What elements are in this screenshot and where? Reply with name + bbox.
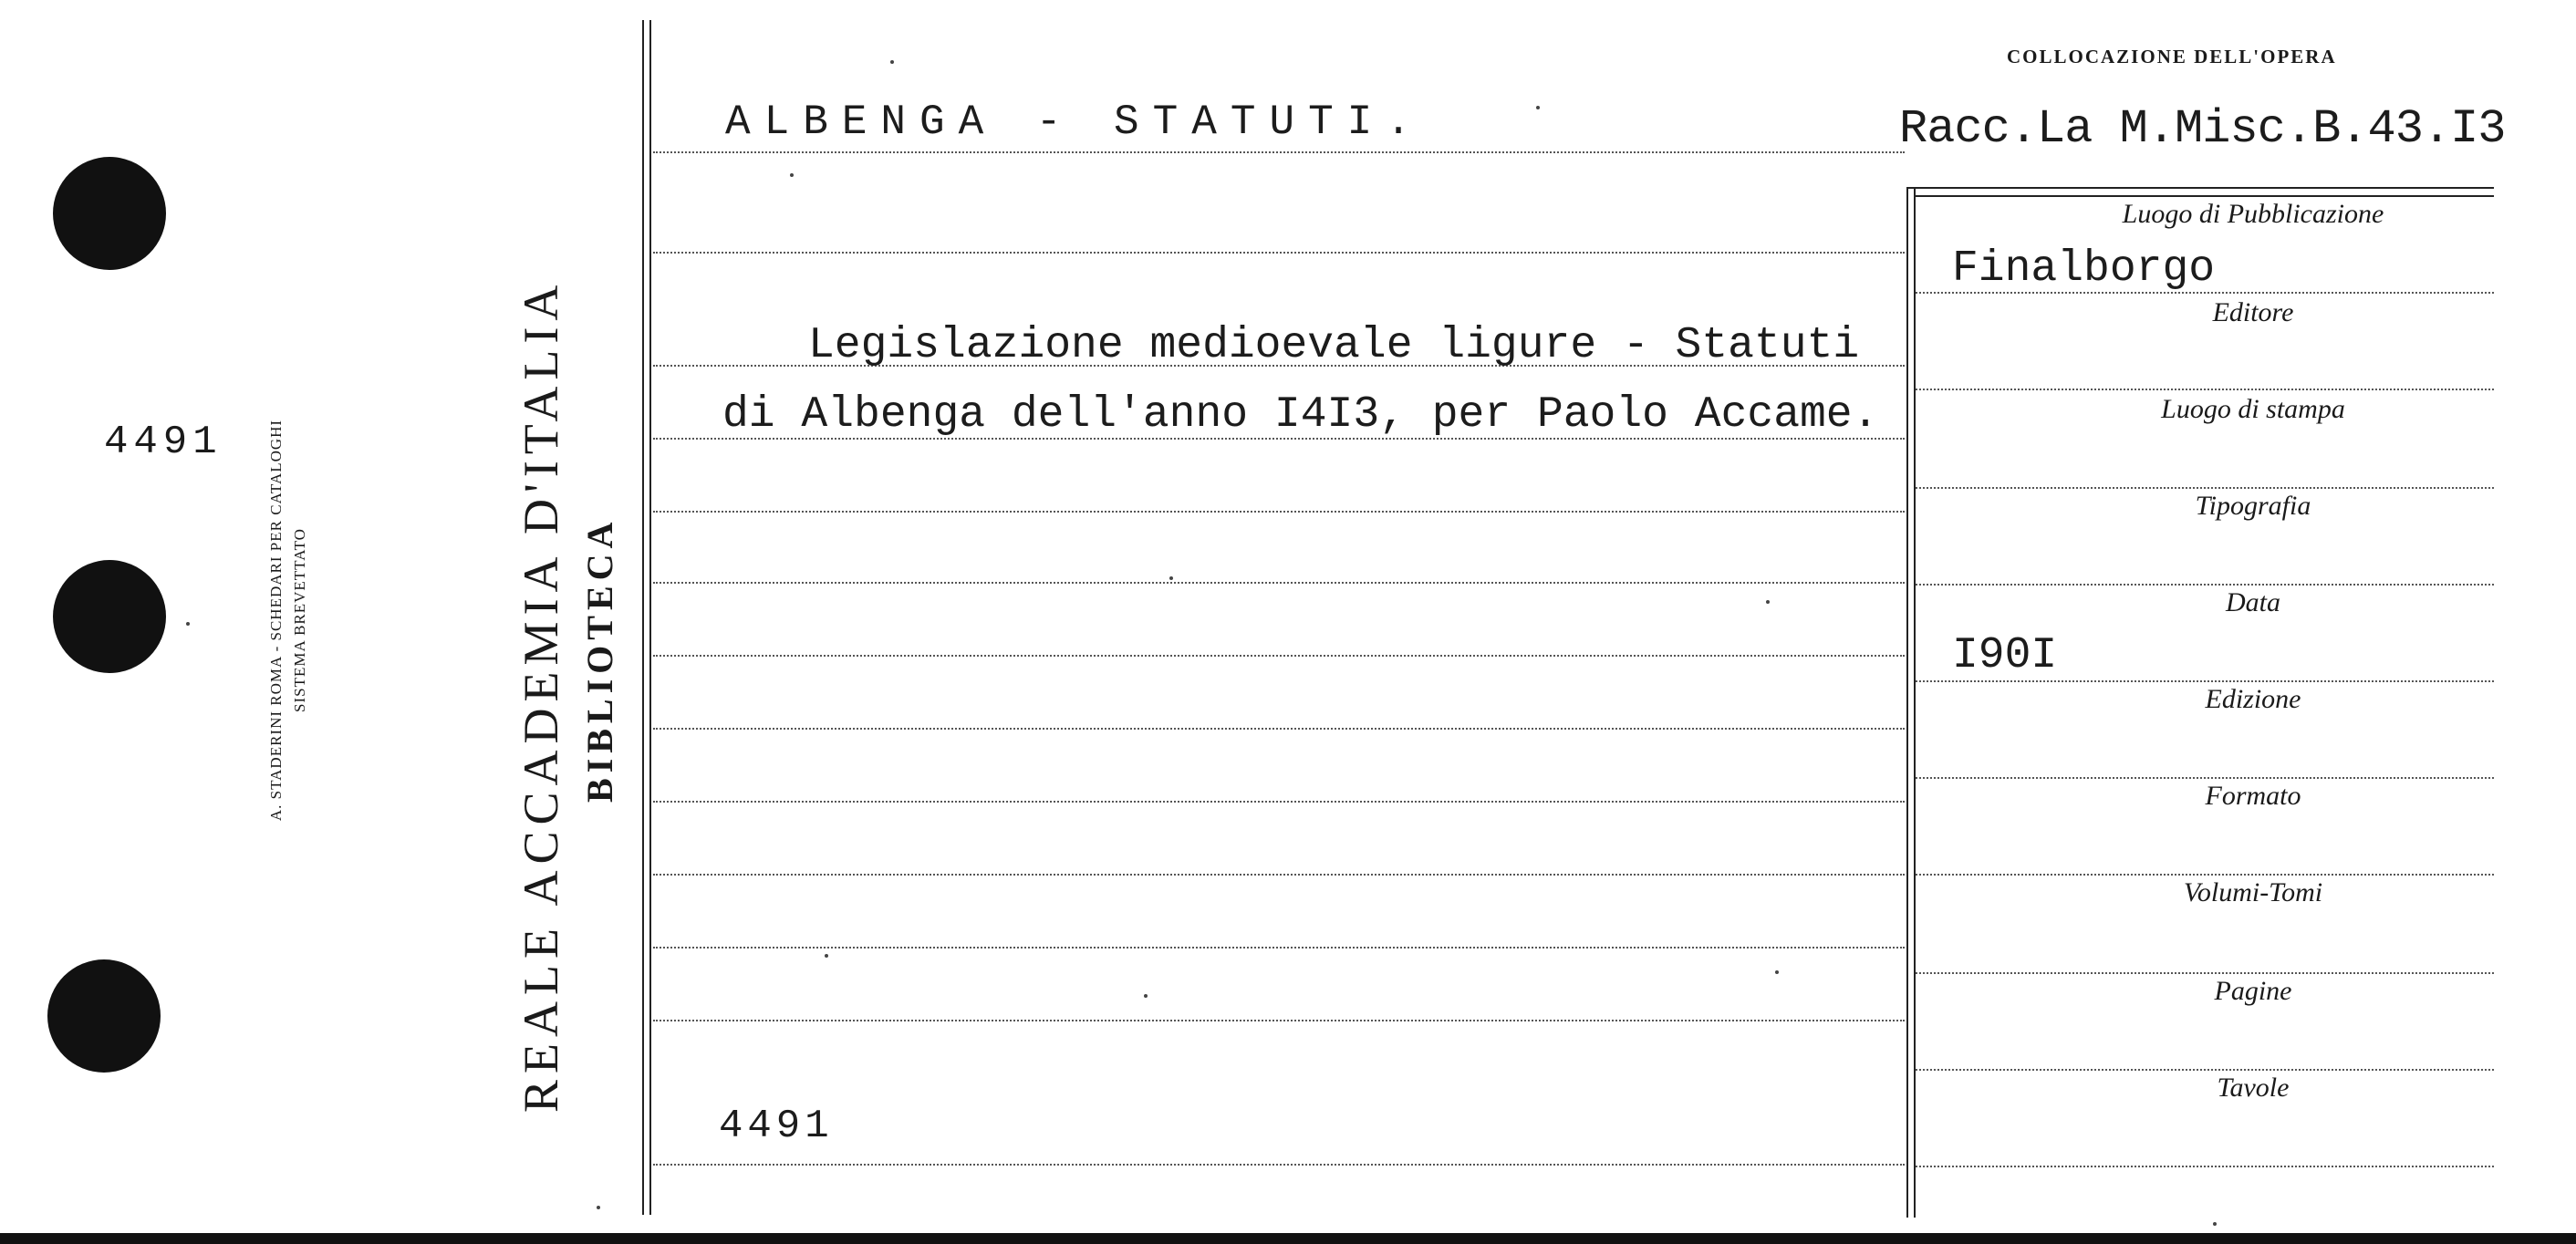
ruled-line [653, 801, 1905, 803]
panel-ruled-line [1916, 487, 2494, 489]
panel-border-line [1906, 187, 1908, 1218]
stub-number: 4491 [104, 420, 223, 465]
field-label-luogo-stampa: Luogo di stampa [2161, 394, 2345, 424]
ruled-line [653, 874, 1905, 876]
field-label-formato: Formato [2205, 781, 2301, 811]
panel-ruled-line [1916, 680, 2494, 682]
printer-line: A. STADERINI ROMA - SCHEDARI PER CATALOGHI [267, 419, 285, 822]
card-title: ALBENGA - STATUTI. [725, 98, 1425, 146]
panel-ruled-line [1916, 584, 2494, 586]
description-line: Legislazione medioevale ligure - Statuti [808, 321, 1860, 370]
paper-speck [1766, 600, 1770, 604]
paper-speck [890, 60, 894, 64]
printer-line: SISTEMA BREVETTATO [291, 528, 308, 712]
paper-speck [2213, 1222, 2217, 1226]
panel-ruled-line [1916, 874, 2494, 876]
left-border-line [642, 20, 644, 1215]
paper-speck [1169, 576, 1173, 580]
panel-ruled-line [1916, 389, 2494, 390]
ruled-line [653, 252, 1905, 254]
paper-speck [1775, 970, 1779, 974]
panel-ruled-line [1916, 1166, 2494, 1167]
panel-top-border [1914, 195, 2494, 197]
ruled-line [653, 728, 1905, 730]
ruled-line [653, 1020, 1905, 1021]
ruled-line [653, 1164, 1905, 1166]
field-label-edizione: Edizione [2205, 684, 2301, 714]
panel-ruled-line [1916, 972, 2494, 974]
card-bottom-edge [0, 1233, 2576, 1244]
paper-speck [1536, 106, 1540, 109]
binder-hole-middle [53, 560, 166, 673]
paper-speck [790, 173, 794, 177]
left-border-line [649, 20, 651, 1215]
paper-speck [1144, 994, 1148, 998]
field-value-data: I90I [1952, 631, 2058, 680]
binder-hole-bottom [47, 959, 161, 1073]
accession-number: 4491 [719, 1104, 834, 1149]
ruled-line [653, 511, 1905, 513]
location-heading: COLLOCAZIONE DELL'OPERA [2007, 46, 2337, 67]
panel-ruled-line [1916, 777, 2494, 779]
field-label-tipografia: Tipografia [2195, 491, 2311, 521]
field-label-tavole: Tavole [2217, 1073, 2290, 1103]
panel-top-border [1906, 187, 2494, 189]
shelfmark: Racc.La M.Misc.B.43.I3 [1899, 102, 2506, 156]
paper-speck [825, 954, 828, 958]
ruled-line [653, 947, 1905, 949]
description-line: di Albenga dell'anno I4I3, per Paolo Accame. [722, 390, 1879, 440]
field-label-luogo-pubblicazione: Luogo di Pubblicazione [2122, 199, 2384, 229]
library-label: BIBLIOTECA [579, 516, 620, 803]
paper-speck [597, 1206, 600, 1209]
printer-imprint [265, 328, 312, 912]
panel-ruled-line [1916, 1069, 2494, 1071]
ruled-line [653, 655, 1905, 657]
binder-hole-top [53, 157, 166, 270]
field-label-data: Data [2226, 587, 2280, 617]
institution-name: REALE ACCADEMIA D'ITALIA [514, 278, 568, 1113]
field-value-luogo-pubblicazione: Finalborgo [1952, 244, 2216, 294]
field-label-editore: Editore [2212, 297, 2294, 327]
ruled-line [653, 582, 1905, 584]
field-label-volumi-tomi: Volumi-Tomi [2183, 877, 2323, 907]
paper-speck [186, 622, 190, 626]
ruled-line [653, 151, 1905, 153]
field-label-pagine: Pagine [2214, 976, 2292, 1006]
